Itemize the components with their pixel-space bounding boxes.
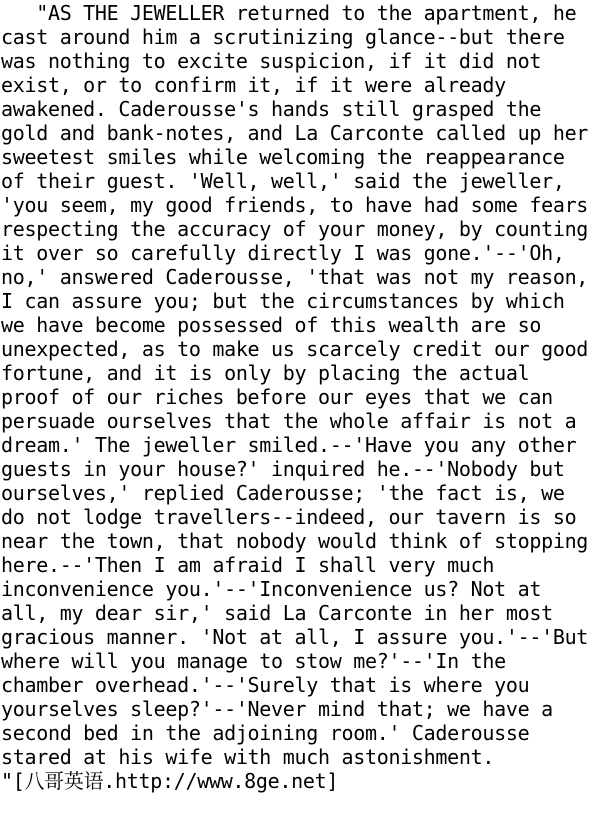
document-text <box>1 1 600 793</box>
text-line: gold and bank-notes, and La Carconte called up her <box>1 121 589 145</box>
text-line: guests in your house?' inquired he.--'Nobody but <box>1 457 565 481</box>
text-line: it over so carefully directly I was gone.'--'Oh, <box>1 241 565 265</box>
text-line: we have become possessed of this wealth are so <box>1 313 542 337</box>
text-line: fortune, and it is only by placing the actual <box>1 361 530 385</box>
text-line: sweetest smiles while welcoming the reappearance <box>1 145 565 169</box>
text-line: "AS THE JEWELLER returned to the apartment, he <box>1 1 577 25</box>
text-line: 'you seem, my good friends, to have had some fears <box>1 193 589 217</box>
text-line: gracious manner. 'Not at all, I assure you.'--'But <box>1 625 589 649</box>
text-line: do not lodge travellers--indeed, our tavern is so <box>1 505 577 529</box>
text-line: unexpected, as to make us scarcely credit our good <box>1 337 589 361</box>
text-line: all, my dear sir,' said La Carconte in her most <box>1 601 553 625</box>
text-line: of their guest. 'Well, well,' said the jeweller, <box>1 169 565 193</box>
text-line: proof of our riches before our eyes that we can <box>1 385 553 409</box>
text-line: stared at his wife with much astonishment. <box>1 745 495 769</box>
text-line: "[八哥英语.http://www.8ge.net] <box>1 769 339 793</box>
text-line: exist, or to confirm it, if it were already <box>1 73 506 97</box>
text-line: chamber overhead.'--'Surely that is where you <box>1 673 530 697</box>
text-line: second bed in the adjoining room.' Caderousse <box>1 721 530 745</box>
text-line: was nothing to excite suspicion, if it did not <box>1 49 542 73</box>
text-line: respecting the accuracy of your money, by counting <box>1 217 589 241</box>
text-line: ourselves,' replied Caderousse; 'the fact is, we <box>1 481 565 505</box>
text-line: I can assure you; but the circumstances by which <box>1 289 565 313</box>
text-line: cast around him a scrutinizing glance--but there <box>1 25 565 49</box>
text-line: no,' answered Caderousse, 'that was not my reason, <box>1 265 589 289</box>
text-line: persuade ourselves that the whole affair is not a <box>1 409 577 433</box>
text-line: yourselves sleep?'--'Never mind that; we have a <box>1 697 553 721</box>
text-line: where will you manage to stow me?'--'In the <box>1 649 506 673</box>
text-line: dream.' The jeweller smiled.--'Have you any other <box>1 433 577 457</box>
text-line: awakened. Caderousse's hands still grasped the <box>1 97 542 121</box>
text-line: here.--'Then I am afraid I shall very much <box>1 553 495 577</box>
text-line: inconvenience you.'--'Inconvenience us? Not at <box>1 577 542 601</box>
text-line: near the town, that nobody would think of stopping <box>1 529 589 553</box>
